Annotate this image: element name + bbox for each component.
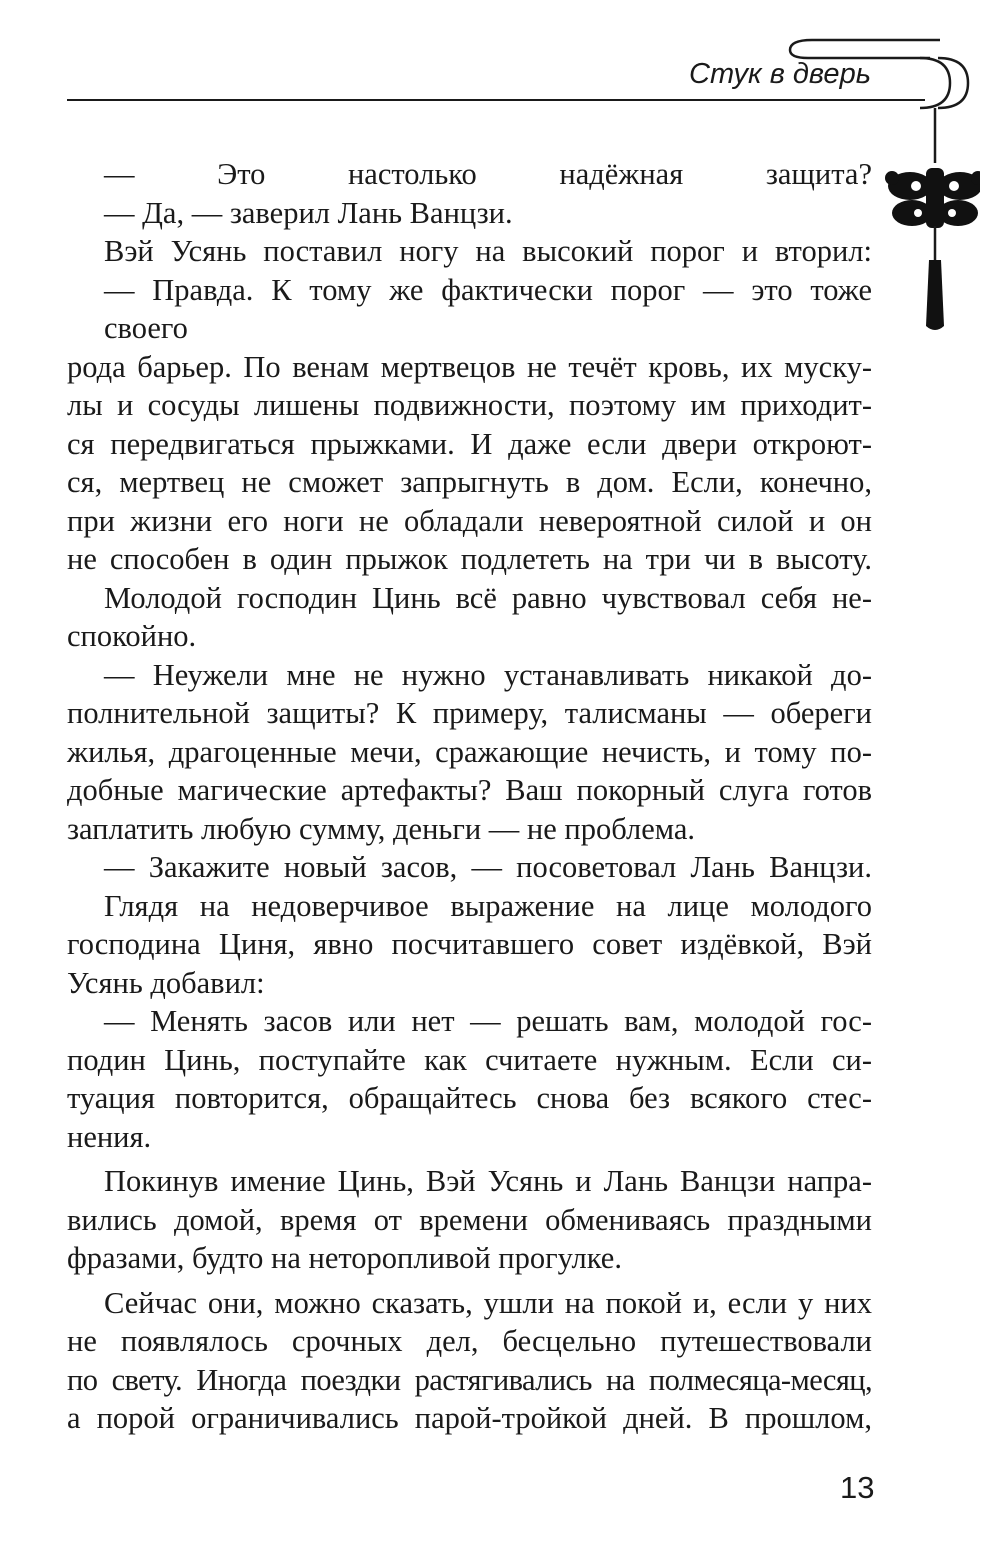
text-line: добные магические артефакты? Ваш покорный слуга готов xyxy=(67,773,872,807)
text-line: ся передвигаться прыжками. И даже если двери откроют- xyxy=(67,426,872,461)
text-line: — Да, — заверил Лань Ванцзи. xyxy=(104,195,513,230)
text-line: туация повторится, обращайтесь снова без всякого стес- xyxy=(67,1081,872,1115)
text-line: господина Циня, явно посчитавшего совет издёвкой, Вэй xyxy=(67,927,872,961)
text-line: — Менять засов или нет — решать вам, молодой гос- xyxy=(104,1004,872,1038)
text-line: — Правда. К тому же фактически порог — это тоже своего xyxy=(104,272,872,345)
text-line: спокойно. xyxy=(67,619,197,653)
text-line: — Неужели мне не нужно устанавливать никакой до- xyxy=(104,657,872,692)
text-line: — Закажите новый засов, — посоветовал Лань Ванцзи. xyxy=(104,850,872,884)
text-line: Глядя на недоверчивое выражение на лице молодого xyxy=(104,888,872,923)
running-title: Стук в дверь xyxy=(689,58,871,90)
text-line: Сейчас они, можно сказать, ушли на покой и, если у них xyxy=(104,1285,872,1320)
text-line: вились домой, время от времени обмениваясь праздными xyxy=(67,1202,872,1237)
text-line: фразами, будто на неторопливой прогулке. xyxy=(67,1241,622,1275)
text-line: Покинув имение Цинь, Вэй Усянь и Лань Ванцзи напра- xyxy=(104,1164,872,1198)
text-line: полнительной защиты? К примеру, талисманы — обереги xyxy=(67,696,872,730)
text-line: жилья, драгоценные мечи, сражающие нечисть, и тому по- xyxy=(67,734,872,769)
text-line: рода барьер. По венам мертвецов не течёт кровь, их муску- xyxy=(67,349,872,384)
text-line: Молодой господин Цинь всё равно чувствовал себя не- xyxy=(104,580,872,615)
text-line: заплатить любую сумму, деньги — не проблема. xyxy=(67,811,695,846)
text-line: не появлялось срочных дел, бесцельно путешествовали xyxy=(67,1324,872,1358)
text-line: не способен в один прыжок подлететь на три чи в высоту. xyxy=(67,542,872,576)
text-line: а порой ограничивались парой-тройкой дней. В прошлом, xyxy=(67,1401,872,1435)
text-line: ся, мертвец не сможет запрыгнуть в дом. Если, конечно, xyxy=(67,465,872,499)
body-text xyxy=(67,155,872,1438)
text-line: при жизни его ноги не обладали невероятной силой и он xyxy=(67,503,872,538)
text-line: нения. xyxy=(67,1119,152,1154)
text-line: лы и сосуды лишены подвижности, поэтому им приходит- xyxy=(67,388,872,422)
text-line: подин Цинь, поступайте как считаете нужным. Если си- xyxy=(67,1042,872,1077)
text-line: по свету. Иногда поездки растягивались на полмесяца-месяц, xyxy=(67,1362,872,1397)
page-number: 13 xyxy=(840,1470,875,1505)
text-line: Вэй Усянь поставил ногу на высокий порог и вторил: xyxy=(104,234,872,268)
text-line: — Это настолько надёжная защита? xyxy=(104,157,872,191)
text-line: Усянь добавил: xyxy=(67,965,265,1000)
